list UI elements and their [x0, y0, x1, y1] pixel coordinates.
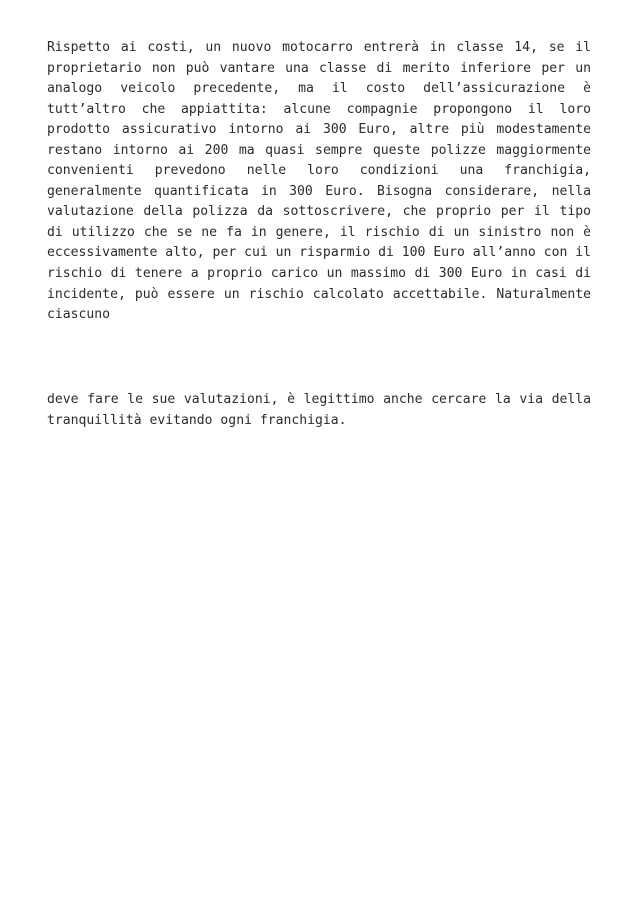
- paragraph-insurance-costs: Rispetto ai costi, un nuovo motocarro entrerà in classe 14, se il proprietario non può vantare una classe di merito inferiore per un analogo veicolo precedente, ma il costo dell’assicurazione è tutt’altro che appiattita: alcune compagnie propongono il loro prodotto assicurativo intorno ai 300 Euro, altre più modestamente restano intorno ai 200 ma quasi sempre queste polizze maggiormente convenienti prevedono nelle loro condizioni una franchigia, generalmente quantificata in 300 Euro. Bisogna considerare, nella valutazione della polizza da sottoscrivere, che proprio per il tipo di utilizzo che se ne fa in genere, il rischio di un sinistro non è eccessivamente alto, per cui un risparmio di 100 Euro all’anno con il rischio di tenere a proprio carico un massimo di 300 Euro in casi di incidente, può essere un rischio calcolato accettabile. Naturalmente ciascuno: [47, 40, 591, 323]
- paragraph-conclusion: deve fare le sue valutazioni, è legittimo anche cercare la via della tranquillità evitando ogni franchigia.: [47, 392, 591, 428]
